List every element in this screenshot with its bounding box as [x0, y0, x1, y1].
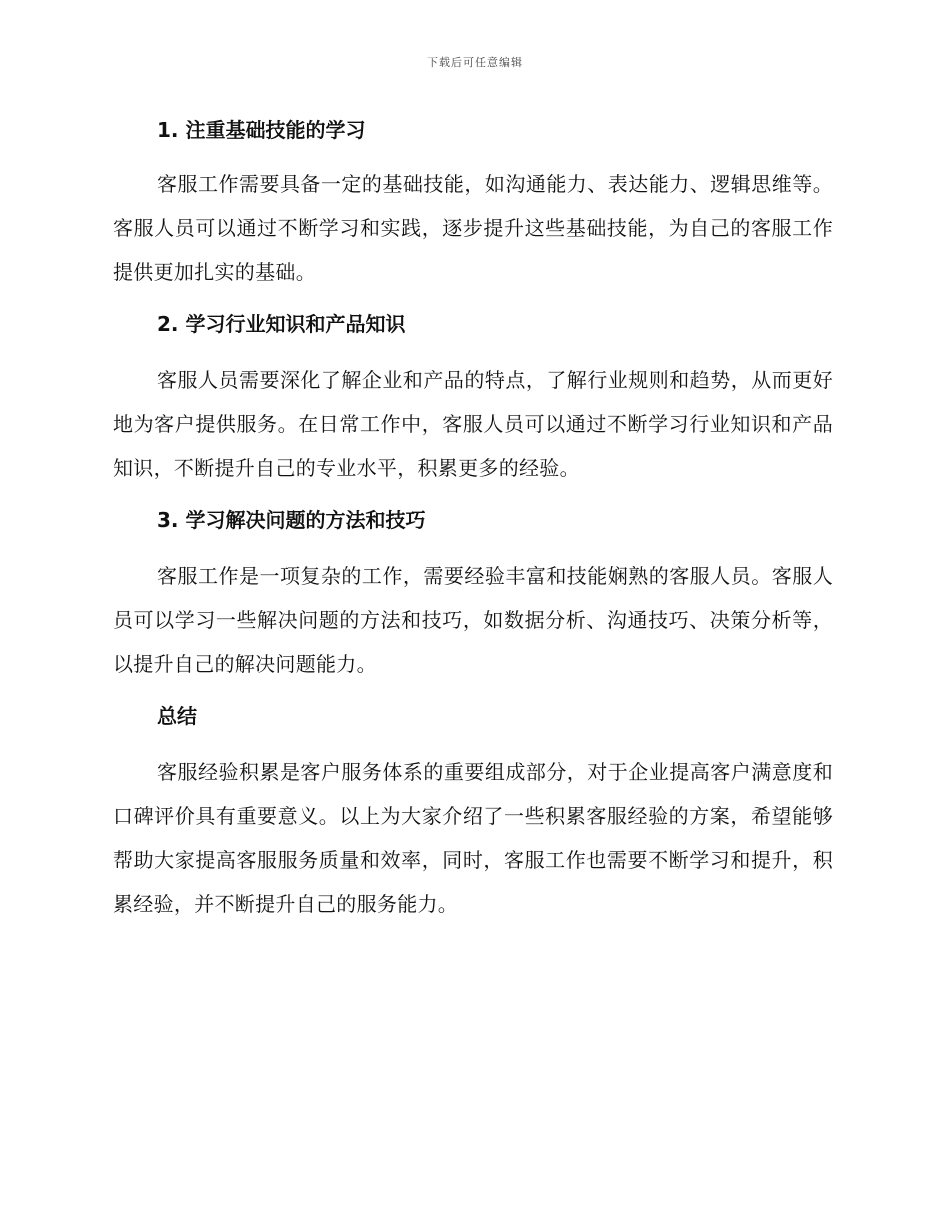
section-paragraph-industry-knowledge: 客服人员需要深化了解企业和产品的特点，了解行业规则和趋势，从而更好地为客户提供服务。在日常工作中，客服人员可以通过不断学习行业知识和产品知识，不断提升自己的专业水平，积累更多的经验。	[113, 368, 833, 480]
section-heading-summary: 总结	[157, 704, 197, 728]
section-heading-basic-skills: 1. 注重基础技能的学习	[157, 118, 366, 142]
page-header-note: 下载后可任意编辑	[427, 56, 523, 69]
section-heading-problem-solving: 3. 学习解决问题的方法和技巧	[157, 508, 426, 532]
section-paragraph-basic-skills: 客服工作需要具备一定的基础技能，如沟通能力、表达能力、逻辑思维等。客服人员可以通过不断学习和实践，逐步提升这些基础技能，为自己的客服工作提供更加扎实的基础。	[113, 172, 833, 284]
document-body	[113, 110, 833, 926]
section-paragraph-problem-solving: 客服工作是一项复杂的工作，需要经验丰富和技能娴熟的客服人员。客服人员可以学习一些解决问题的方法和技巧，如数据分析、沟通技巧、决策分析等，以提升自己的解决问题能力。	[113, 564, 833, 676]
section-paragraph-summary: 客服经验积累是客户服务体系的重要组成部分，对于企业提高客户满意度和口碑评价具有重要意义。以上为大家介绍了一些积累客服经验的方案，希望能够帮助大家提高客服服务质量和效率，同时，客服工作也需要不断学习和提升，积累经验，并不断提升自己的服务能力。	[113, 760, 833, 916]
section-heading-industry-knowledge: 2. 学习行业知识和产品知识	[157, 312, 406, 336]
